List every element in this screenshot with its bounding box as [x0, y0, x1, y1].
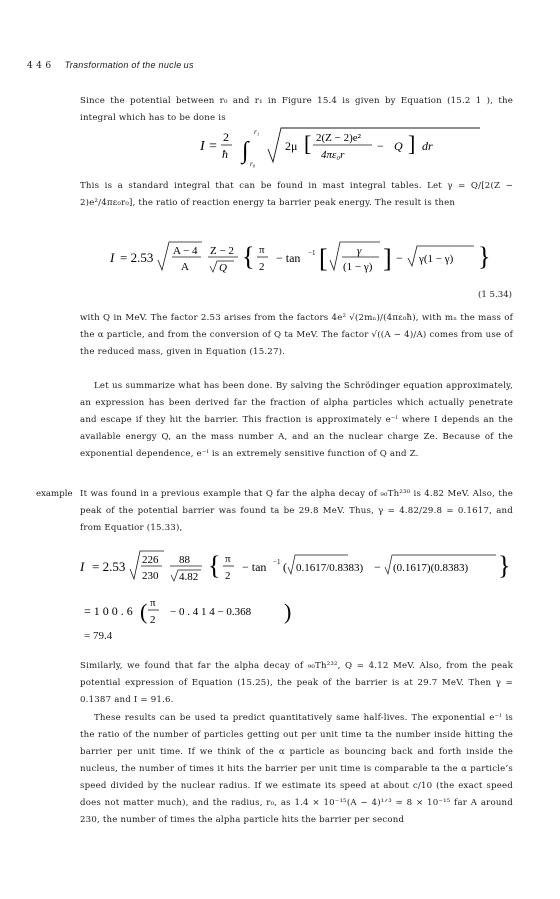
- svg-text:4.82: 4.82: [179, 571, 199, 583]
- svg-text:}: }: [498, 551, 511, 580]
- svg-text:): ): [284, 599, 292, 624]
- svg-text:2: 2: [223, 130, 229, 144]
- svg-text:Z − 2: Z − 2: [210, 245, 234, 257]
- svg-text:(0.1617)(0.8383): (0.1617)(0.8383): [393, 562, 469, 574]
- svg-text:226: 226: [142, 554, 159, 566]
- svg-text:−1: −1: [308, 249, 316, 257]
- svg-text:Q: Q: [219, 262, 227, 274]
- svg-text:− 0 . 4 1 4 − 0.368: − 0 . 4 1 4 − 0.368: [170, 606, 252, 618]
- svg-text:γ: γ: [357, 245, 362, 257]
- equation-2-graphic: [80, 236, 513, 282]
- equation-1-graphic: [80, 124, 513, 168]
- svg-text:{: {: [208, 551, 221, 580]
- svg-text:dr: dr: [422, 139, 433, 153]
- svg-text:{: {: [242, 242, 255, 271]
- svg-text:π: π: [259, 244, 265, 256]
- equation-3-graphic: [80, 545, 513, 591]
- equation-step-3: = 79.4: [84, 630, 113, 642]
- paragraph-3: with Q in MeV. The factor 2.53 arises from the factors 4e² √(2mₙ)/(4πε₀ħ), with mₙ the mass of the α particle, and from the conversion of Q ta MeV. The factor √((A − 4)/A) comes from use of the reduced mass, given in Equation (15.27).: [80, 313, 513, 357]
- svg-text:= 1 0 0 . 6: = 1 0 0 . 6: [84, 604, 133, 618]
- svg-text:I =: I =: [200, 139, 218, 154]
- svg-text:[: [: [304, 131, 312, 156]
- svg-text:r₀: r₀: [250, 160, 256, 168]
- svg-text:}: }: [478, 242, 491, 271]
- svg-text:I: I: [110, 250, 115, 265]
- equation-step-2: [84, 594, 517, 626]
- svg-text:− tan: − tan: [276, 251, 301, 265]
- svg-text:ħ: ħ: [222, 147, 228, 161]
- svg-text:2(Z − 2)e²: 2(Z − 2)e²: [316, 132, 361, 144]
- svg-text:∫: ∫: [242, 138, 249, 164]
- svg-text:I: I: [80, 559, 85, 574]
- svg-text:−: −: [396, 251, 403, 265]
- equation-4-graphic: [84, 594, 384, 628]
- svg-text:A − 4: A − 4: [173, 245, 198, 257]
- svg-text:]: ]: [383, 244, 392, 273]
- margin-label-example: example: [36, 489, 73, 499]
- equation-number: (1 5.34): [478, 290, 513, 300]
- paragraph-6: Similarly, we found that far the alpha decay of ₉₀Th²³², Q = 4.12 MeV. Also, from the peak potential expression of Equation (15.25), the peak of the barrier is at 29.7 MeV. Then γ = 0.1387 and I = 91.6.: [80, 661, 513, 705]
- svg-text:]: ]: [408, 131, 416, 156]
- equation-integral: [80, 124, 513, 168]
- svg-text:− tan: − tan: [242, 560, 267, 574]
- paragraph-2: This is a standard integral that can be found in mast integral tables. Let γ = Q/[2(Z − 2)e²/4πε₀r₀], the ratio of reaction energy ta barrier peak energy. The result is then: [80, 181, 513, 208]
- svg-text:(1 − γ): (1 − γ): [343, 261, 373, 273]
- svg-text:2: 2: [259, 261, 265, 273]
- svg-text:−: −: [374, 560, 381, 574]
- paragraph-5: It was found in a previous example that Q far the alpha decay of ₉₀Th²³⁰ is 4.82 MeV. Also, the peak of the potential barrier was found ta be 29.8 MeV. Thus, γ = 4.82/29.8 = 0.1617, and from Equatior (15.33),: [80, 489, 513, 533]
- svg-text:γ(1 − γ): γ(1 − γ): [419, 253, 454, 265]
- svg-text:−: −: [377, 139, 384, 153]
- equation-result: [80, 236, 513, 280]
- svg-text:2: 2: [225, 570, 231, 582]
- svg-text:Q: Q: [394, 139, 403, 153]
- equation-numeric: [80, 545, 513, 589]
- paragraph-4: Let us summarize what has been done. By salving the Schrödinger equation approximately, an expression has been derived far the fraction of alpha particles which actually penetrate and escape if they hit the barrier. This fraction is approximately e⁻ᴵ where I depends an the available energy Q, an the mass number A, and an the nuclear charge Ze. Because of the exponential dependence, e⁻ᴵ is an extremely sensitive function of Q and Z.: [80, 381, 513, 459]
- svg-text:= 2.53: = 2.53: [92, 559, 126, 574]
- svg-text:−1: −1: [273, 558, 281, 566]
- svg-text:230: 230: [142, 570, 159, 582]
- chapter-title: Transformation of the nucle us: [64, 60, 194, 70]
- svg-text:2: 2: [150, 614, 156, 626]
- svg-text:4πε₀r: 4πε₀r: [321, 149, 345, 161]
- paragraph-7: These results can be used ta predict quantitatively same half-lives. The exponential e⁻ᴵ is the ratio of the number of particles getting out per unit time ta the number inside hitting the barrier per unit time. If we think of the α particle as bouncing back and forth inside the nucleus, the number of times it hits the barrier per unit time is comparable ta the α particle’s speed divided by the nuclear radius. If we estimate its speed at about c/10 (the exact speed does not matter much), and the radius, r₀, as 1.4 × 10⁻¹⁵(A − 4)¹ᐟ³ ≃ 8 × 10⁻¹⁵ far A around 230, the number of times the alpha particle hits the barrier per second: [80, 713, 513, 825]
- svg-text:0.1617/0.8383): 0.1617/0.8383): [296, 562, 364, 574]
- svg-text:π: π: [150, 597, 156, 609]
- svg-text:88: 88: [179, 554, 190, 566]
- svg-text:[: [: [319, 244, 328, 273]
- svg-text:(: (: [140, 599, 148, 624]
- paragraph-1: Since the potential between r₀ and r₁ in Figure 15.4 is given by Equation (15.2 1 ), the integral which has to be done is: [80, 96, 513, 123]
- svg-text:= 2.53: = 2.53: [120, 250, 154, 265]
- svg-text:2μ: 2μ: [285, 139, 298, 153]
- running-header: [27, 60, 194, 71]
- svg-text:(: (: [283, 560, 287, 574]
- svg-text:A: A: [181, 261, 189, 273]
- svg-text:π: π: [225, 553, 231, 565]
- svg-text:r₁: r₁: [254, 128, 260, 136]
- page-number: 4 4 6: [27, 61, 52, 71]
